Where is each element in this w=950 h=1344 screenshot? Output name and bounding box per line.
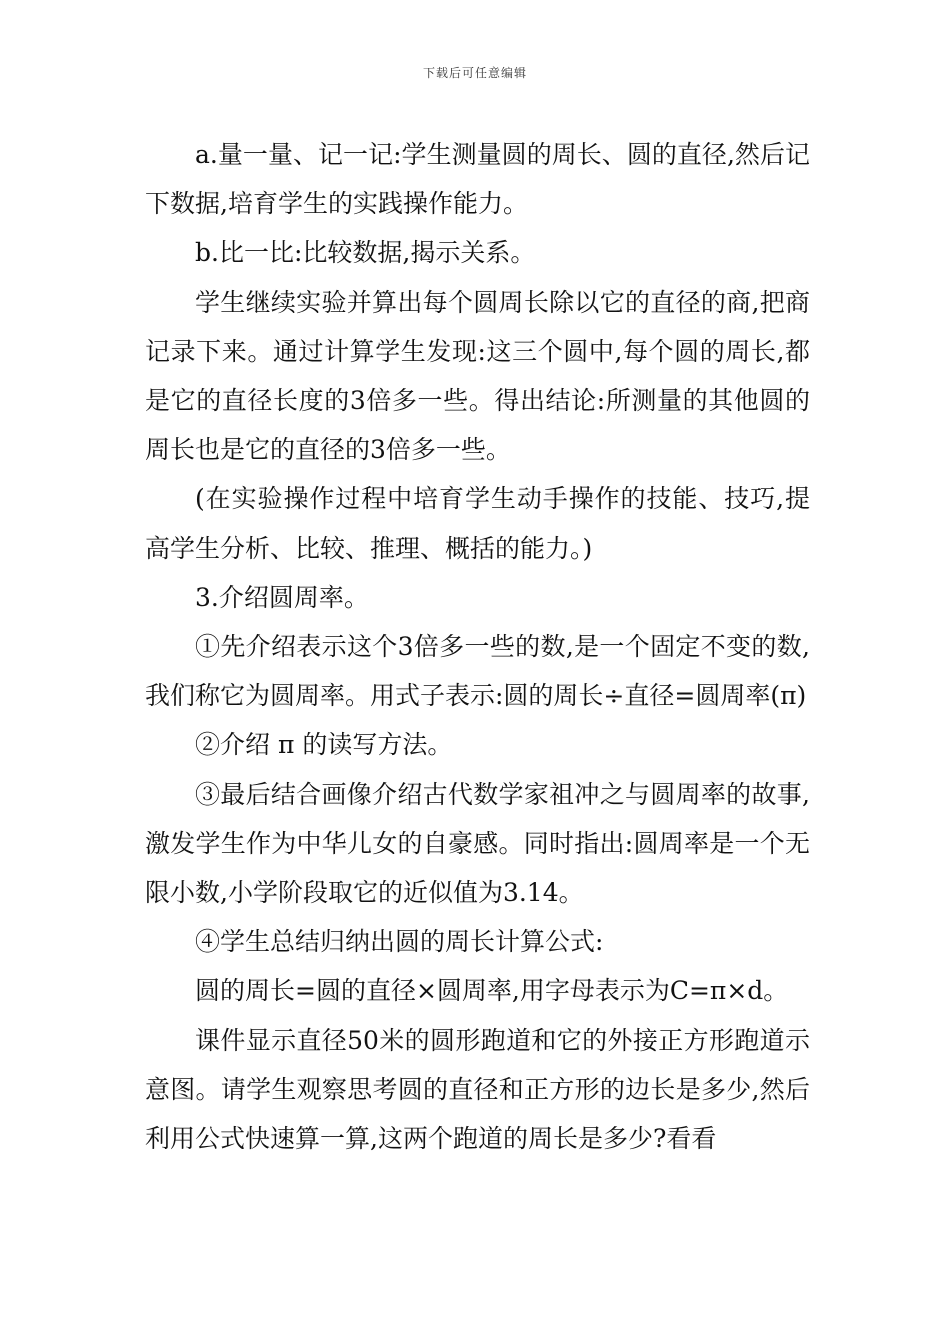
paragraph-experiment: 学生继续实验并算出每个圆周长除以它的直径的商,把商记录下来。通过计算学生发现:这三个圆中,每个圆的周长,都是它的直径长度的3倍多一些。得出结论:所测量的其他圆的周长也是它的直径的3倍多一些。: [145, 287, 810, 465]
page-header: 下载后可任意编辑: [422, 66, 527, 80]
paragraph-zu-chongzhi: ③最后结合画像介绍古代数学家祖冲之与圆周率的故事,激发学生作为中华儿女的自豪感。同时指出:圆周率是一个无限小数,小学阶段取它的近似值为3.14。: [145, 779, 810, 908]
paragraph-courseware: 课件显示直径50米的圆形跑道和它的外接正方形跑道示意图。请学生观察思考圆的直径和正方形的边长是多少,然后利用公式快速算一算,这两个跑道的周长是多少?看看: [145, 1025, 810, 1154]
paragraph-formula-intro: ④学生总结归纳出圆的周长计算公式:: [195, 927, 604, 957]
paragraph-compare: b.比一比:比较数据,揭示关系。: [195, 238, 536, 268]
document-body: [145, 130, 810, 1163]
paragraph-formula: 圆的周长=圆的直径×圆周率,用字母表示为C=π×d。: [195, 976, 789, 1006]
paragraph-measure: a.量一量、记一记:学生测量圆的周长、圆的直径,然后记下数据,培育学生的实践操作能力。: [145, 140, 810, 219]
paragraph-pi-reading: ②介绍 π 的读写方法。: [195, 730, 453, 760]
paragraph-pi-definition: ①先介绍表示这个3倍多一些的数,是一个固定不变的数,我们称它为圆周率。用式子表示:圆的周长÷直径=圆周率(π): [145, 632, 810, 711]
paragraph-section-pi: 3.介绍圆周率。: [195, 582, 369, 612]
paragraph-skills-note: (在实验操作过程中培育学生动手操作的技能、技巧,提高学生分析、比较、推理、概括的能力。): [145, 484, 810, 563]
